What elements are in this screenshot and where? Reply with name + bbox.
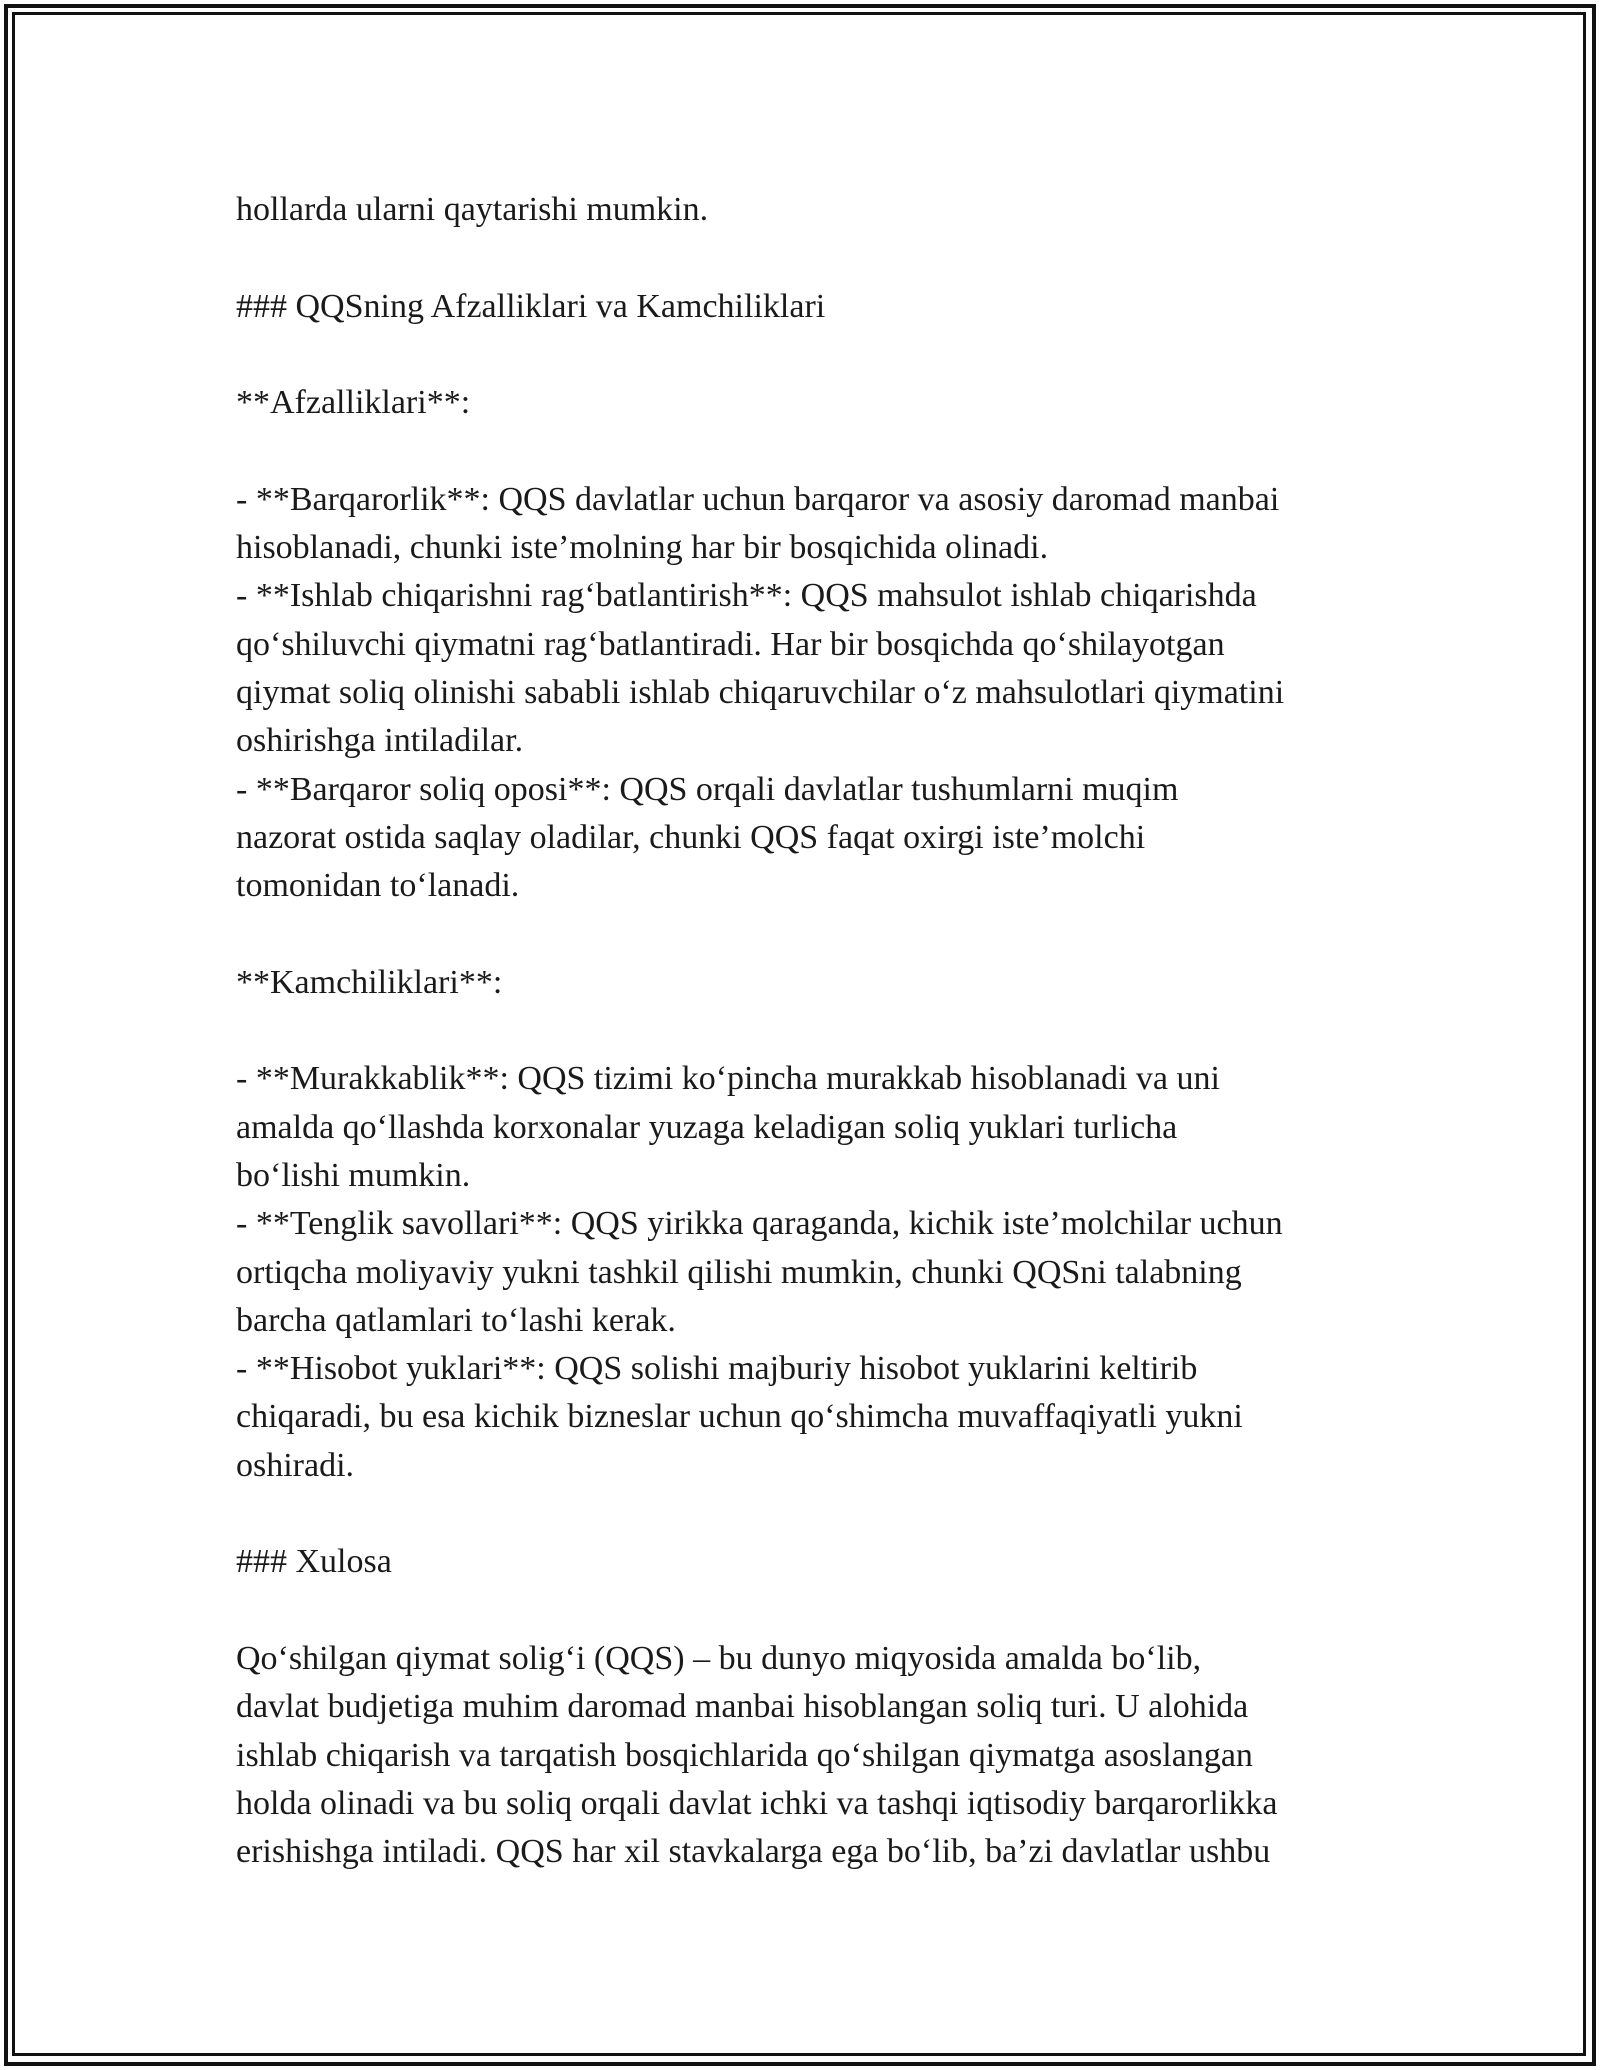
list-item: [236, 1055, 1376, 1200]
blank-line: [236, 427, 1376, 475]
list-item-line: oshirishga intiladilar.: [236, 722, 524, 760]
document-page: [236, 186, 1376, 1876]
disadvantages-list: [236, 1055, 1376, 1490]
list-item-line: hisoblanadi, chunki iste’molning har bir bosqichida olinadi.: [236, 529, 1049, 567]
paragraph-line: davlat budjetiga muhim daromad manbai hisoblangan soliq turi. U alohida: [236, 1688, 1249, 1726]
list-item-line: - **Tenglik savollari**: QQS yirikka qaraganda, kichik iste’molchilar uchun: [236, 1205, 1283, 1243]
advantages-label: **Afzalliklari**:: [236, 384, 471, 422]
list-item: [236, 766, 1376, 911]
list-item-line: nazorat ostida saqlay oladilar, chunki QQS faqat oxirgi iste’molchi: [236, 818, 1146, 856]
list-item-line: - **Murakkablik**: QQS tizimi ko‘pincha murakkab hisoblanadi va uni: [236, 1060, 1220, 1098]
list-item-line: qiymat soliq olinishi sababli ishlab chiqaruvchilar o‘z mahsulotlari qiymatini: [236, 673, 1285, 711]
list-item-line: - **Ishlab chiqarishni rag‘batlantirish**: QQS mahsulot ishlab chiqarishda: [236, 577, 1257, 615]
disadvantages-label: **Kamchiliklari**:: [236, 963, 503, 1001]
list-item-line: chiqaradi, bu esa kichik bizneslar uchun qo‘shimcha muvaffaqiyatli yukni: [236, 1398, 1243, 1436]
section-heading-advantages: ### QQSning Afzalliklari va Kamchiliklari: [236, 287, 826, 325]
list-item-line: - **Barqaror soliq oposi**: QQS orqali davlatlar tushumlarni muqim: [236, 770, 1179, 808]
blank-line: [236, 234, 1376, 282]
list-item-line: amalda qo‘llashda korxonalar yuzaga keladigan soliq yuklari turlicha: [236, 1108, 1178, 1146]
intro-line: hollarda ularni qaytarishi mumkin.: [236, 191, 709, 228]
blank-line: [236, 1587, 1376, 1635]
paragraph-line: erishishga intiladi. QQS har xil stavkalarga ega bo‘lib, ba’zi davlatlar ushbu: [236, 1833, 1271, 1871]
conclusion-paragraph: [236, 1635, 1376, 1876]
conclusion-heading: ### Xulosa: [236, 1543, 392, 1581]
blank-line: [236, 331, 1376, 379]
list-item-line: oshiradi.: [236, 1446, 355, 1484]
list-item-line: qo‘shiluvchi qiymatni rag‘batlantiradi. Har bir bosqichda qo‘shilayotgan: [236, 625, 1225, 663]
list-item-line: bo‘lishi mumkin.: [236, 1156, 471, 1194]
list-item: [236, 572, 1376, 765]
blank-line: [236, 910, 1376, 958]
paragraph-line: ishlab chiqarish va tarqatish bosqichlarida qo‘shilgan qiymatga asoslangan: [236, 1736, 1253, 1774]
blank-line: [236, 1007, 1376, 1055]
list-item: [236, 1345, 1376, 1490]
list-item-line: tomonidan to‘lanadi.: [236, 867, 520, 905]
advantages-list: [236, 476, 1376, 911]
list-item-line: - **Hisobot yuklari**: QQS solishi majburiy hisobot yuklarini keltirib: [236, 1350, 1198, 1388]
list-item-line: - **Barqarorlik**: QQS davlatlar uchun barqaror va asosiy daromad manbai: [236, 480, 1280, 518]
list-item: [236, 1200, 1376, 1345]
paragraph-line: holda olinadi va bu soliq orqali davlat ichki va tashqi iqtisodiy barqarorlikka: [236, 1784, 1278, 1822]
list-item-line: ortiqcha moliyaviy yukni tashkil qilishi mumkin, chunki QQSni talabning: [236, 1253, 1242, 1291]
blank-line: [236, 1490, 1376, 1538]
paragraph-line: Qo‘shilgan qiymat solig‘i (QQS) – bu dunyo miqyosida amalda bo‘lib,: [236, 1639, 1202, 1677]
list-item-line: barcha qatlamlari to‘lashi kerak.: [236, 1301, 676, 1339]
list-item: [236, 476, 1376, 573]
